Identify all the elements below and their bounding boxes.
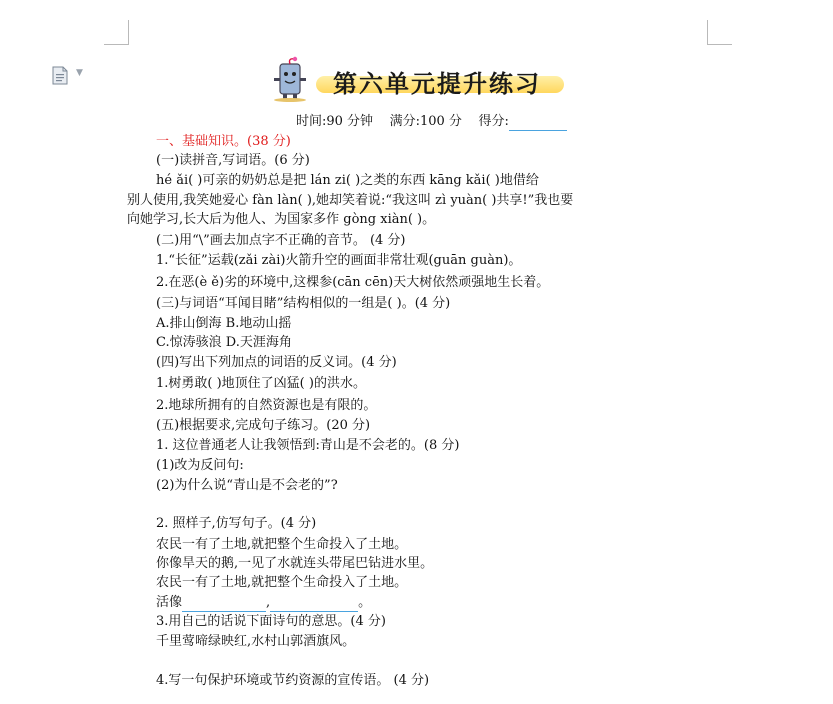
q5-sub-4: 4.写一句保护环境或节约资源的宣传语。 (4 分) <box>156 673 430 688</box>
score-blank[interactable] <box>509 116 567 131</box>
chevron-down-icon[interactable]: ▼ <box>76 68 83 78</box>
full-score-text: 满分:100 分 <box>389 114 462 129</box>
q5-sub-1a: (1)改为反问句: <box>156 458 244 473</box>
q5-example-2: 你像旱天的鹅,一见了水就连头带尾巴钻进水里。 <box>156 556 434 571</box>
page-title: 第六单元提升练习 <box>333 69 541 98</box>
q1-paragraph-line-3: 向她学习,长大后为他人、为国家多作 gòng xiàn( )。 <box>127 212 436 227</box>
document-icon[interactable] <box>52 66 68 85</box>
q3-heading: (三)与词语“耳闻目睹”结构相似的一组是( )。(4 分) <box>156 296 451 311</box>
book-mascot-icon <box>268 56 312 102</box>
q2-line-2: 2.在恶(è ě)劣的环境中,这棵参(cān cēn)天大树依然顽强地生长着。 <box>156 275 550 290</box>
q2-line-1: 1.“长征”运载(zǎi zài)火箭升空的画面非常壮观(guān guàn)。 <box>156 253 522 268</box>
q5-sub-2: 2. 照样子,仿写句子。(4 分) <box>156 516 317 531</box>
fill-comma: , <box>266 595 271 610</box>
q3-options-ab: A.排山倒海 B.地动山摇 <box>156 316 292 331</box>
q3-options-cd: C.惊涛骇浪 D.天涯海角 <box>156 335 292 350</box>
q4-heading: (四)写出下列加点的词语的反义词。(4 分) <box>156 355 397 370</box>
q1-paragraph-line-2: 别人使用,我笑她爱心 fàn làn( ),她却笑着说:“我这叫 zì yuàn( )共享!”我也要 <box>127 193 574 208</box>
q5-example-1: 农民一有了土地,就把整个生命投入了土地。 <box>156 537 408 552</box>
q5-example-3: 农民一有了土地,就把整个生命投入了土地。 <box>156 575 408 590</box>
fill-blank-1[interactable] <box>182 597 266 612</box>
q1-heading: (一)读拼音,写词语。(6 分) <box>156 153 310 168</box>
exam-info <box>296 113 567 131</box>
section-heading-1: 一、基础知识。(38 分) <box>156 134 291 149</box>
q4-line-1: 1.树勇敢( )地顶住了凶猛( )的洪水。 <box>156 376 366 391</box>
q5-poem: 千里莺啼绿映红,水村山郭酒旗风。 <box>156 634 356 649</box>
crop-mark-top-left <box>104 20 129 45</box>
crop-mark-top-right <box>707 20 732 45</box>
q5-sub-1: 1. 这位普通老人让我领悟到:青山是不会老的。(8 分) <box>156 438 460 453</box>
q5-heading: (五)根据要求,完成句子练习。(20 分) <box>156 418 371 433</box>
fill-prefix: 活像 <box>156 595 183 610</box>
q5-fill-line <box>156 594 371 612</box>
q2-heading: (二)用“\”画去加点字不正确的音节。 (4 分) <box>156 233 406 248</box>
fill-end: 。 <box>358 595 372 610</box>
q1-paragraph-line-1: hé ǎi( )可亲的奶奶总是把 lán zi( )之类的东西 kāng kǎi( )地借给 <box>156 173 539 188</box>
q5-sub-1b: (2)为什么说“青山是不会老的”? <box>156 478 338 493</box>
q4-line-2: 2.地球所拥有的自然资源也是有限的。 <box>156 398 377 413</box>
time-text: 时间:90 分钟 <box>296 114 374 129</box>
score-label: 得分: <box>478 114 509 129</box>
title-banner <box>316 64 564 98</box>
fill-blank-2[interactable] <box>270 597 358 612</box>
q5-sub-3: 3.用自己的话说下面诗句的意思。(4 分) <box>156 614 386 629</box>
